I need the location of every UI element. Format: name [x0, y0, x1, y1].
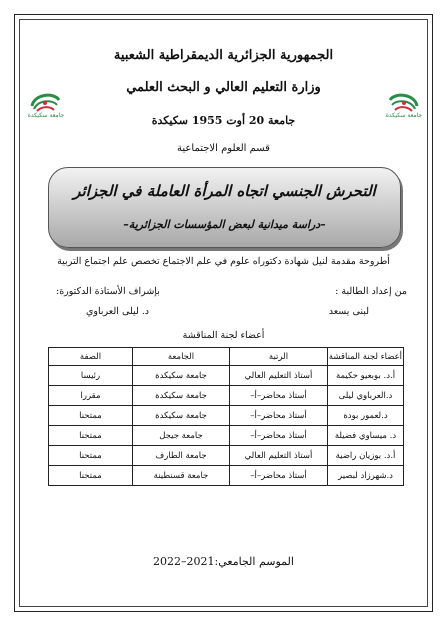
thesis-subtitle: –دراسة ميدانية لبعض المؤسسات الجزائرية–: [123, 218, 326, 231]
member-name: د. ميساوي فضيلة: [328, 426, 404, 446]
jury-heading: أعضاء لجنة المناقشة: [182, 330, 265, 341]
thesis-statement: أطروحة مقدمة لنيل شهادة دكتوراه علوم في علم الاجتماع تخصص علم اجتماع التربية: [57, 256, 390, 267]
member-university: جامعة الطارف: [133, 446, 230, 466]
member-name: د.العرباوي ليلى: [328, 386, 404, 406]
logo-right-caption: جامعة سكيكدة: [385, 112, 423, 119]
table-row: [49, 466, 404, 486]
column-header-university: الجامعة: [133, 348, 230, 366]
member-role: ممتحنا: [49, 466, 133, 486]
member-university: جامعة سكيكدة: [133, 406, 230, 426]
prepared-by-label: من إعداد الطالبة :: [335, 286, 407, 297]
jury-table-header-row: [49, 348, 404, 366]
member-name: أ.د. بوبعيو حكيمة: [328, 366, 404, 386]
member-rank: أستاذ محاضر–أ–: [230, 386, 328, 406]
republic-title: الجمهورية الجزائرية الديمقراطية الشعبية: [113, 48, 334, 63]
member-role: رئيسا: [49, 366, 133, 386]
member-role: ممتحنا: [49, 426, 133, 446]
member-rank: أستاذ محاضر–أ–: [230, 426, 328, 446]
department-name: قسم العلوم الاجتماعية: [177, 143, 270, 154]
member-role: ممتحنا: [49, 446, 133, 466]
member-role: ممتحنا: [49, 406, 133, 426]
supervisor-label: بإشراف الأستاذة الدكتورة:: [56, 286, 160, 297]
thesis-title-box: [48, 167, 401, 248]
column-header-role: الصفة: [49, 348, 133, 366]
column-header-member: أعضاء لجنة المناقشة: [328, 348, 404, 366]
university-logo-right: [387, 88, 421, 114]
academic-year: الموسم الجامعي:2021–2022: [153, 555, 294, 568]
table-row: [49, 386, 404, 406]
member-name: أ.د. بوزيان راضية: [328, 446, 404, 466]
column-header-rank: الرتبة: [230, 348, 328, 366]
member-name: د.شهرزاد لبصير: [328, 466, 404, 486]
table-row: [49, 406, 404, 426]
member-university: جامعة جيجل: [133, 426, 230, 446]
member-name: د.لعمور بودة: [328, 406, 404, 426]
table-row: [49, 446, 404, 466]
member-role: مقررا: [49, 386, 133, 406]
member-rank: أستاذ محاضر–أ–: [230, 406, 328, 426]
member-university: جامعة سكيكدة: [133, 386, 230, 406]
thesis-title: التحرش الجنسي اتجاه المرأة العاملة في الجزائر: [73, 182, 376, 200]
supervisor-name: د. ليلى العرباوي: [86, 306, 150, 317]
ministry-title: وزارة التعليم العالي و البحث العلمي: [126, 80, 321, 95]
logo-left-caption: جامعة سكيكدة: [27, 112, 65, 119]
student-name: لبنى يسعد: [328, 306, 369, 317]
jury-table: [48, 347, 404, 486]
member-university: جامعة قسنطينة: [133, 466, 230, 486]
table-row: [49, 426, 404, 446]
member-rank: أستاذ التعليم العالي: [230, 366, 328, 386]
table-row: [49, 366, 404, 386]
member-rank: أستاذ التعليم العالي: [230, 446, 328, 466]
member-university: جامعة سكيكدة: [133, 366, 230, 386]
university-name: جامعة 20 أوت 1955 سكيكدة: [151, 114, 296, 127]
university-logo-left: [28, 88, 62, 114]
member-rank: أستاذ محاضر–أ–: [230, 466, 328, 486]
